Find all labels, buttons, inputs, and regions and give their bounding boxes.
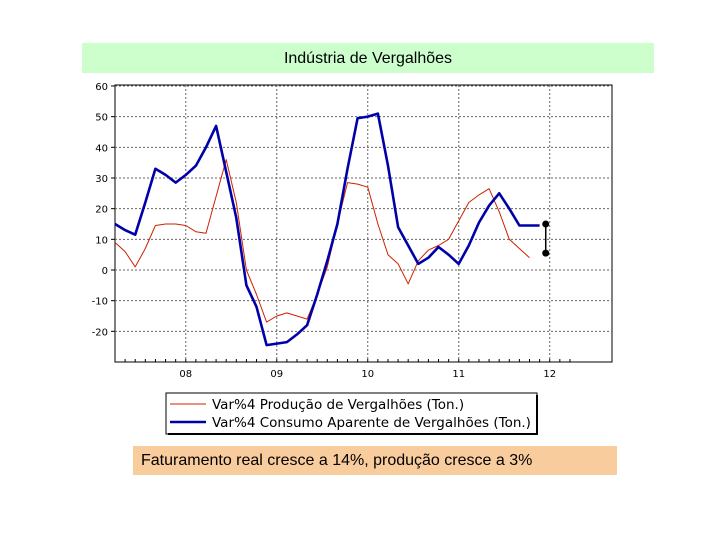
y-tick-label: 0 bbox=[101, 266, 108, 277]
caption: Faturamento real cresce a 14%, produção cresce a 3% bbox=[133, 446, 617, 475]
x-tick-label: 10 bbox=[361, 369, 375, 380]
plot-border bbox=[115, 85, 612, 362]
legend-label-1: Var%4 Produção de Vergalhões (Ton.) bbox=[212, 397, 465, 413]
y-tick-label: -20 bbox=[91, 327, 108, 339]
y-tick-label: 60 bbox=[95, 81, 108, 93]
x-tick-label: 12 bbox=[543, 369, 557, 380]
y-tick-label: 20 bbox=[95, 204, 108, 216]
plot-area bbox=[115, 85, 612, 362]
y-tick-label: 40 bbox=[95, 143, 108, 155]
y-tick-label: 10 bbox=[95, 235, 108, 247]
y-tick-label: 50 bbox=[95, 112, 108, 124]
legend-label-2: Var%4 Consumo Aparente de Vergalhões (Ton.) bbox=[212, 415, 531, 431]
bracket-dot-bottom bbox=[542, 250, 549, 257]
legend bbox=[166, 393, 538, 435]
chart-title: Indústria de Vergalhões bbox=[82, 43, 654, 73]
x-tick-label: 11 bbox=[452, 369, 466, 380]
y-axis-ticks bbox=[92, 82, 115, 338]
x-tick-label: 09 bbox=[270, 369, 284, 380]
y-tick-label: 30 bbox=[95, 173, 108, 185]
x-tick-label: 08 bbox=[179, 369, 193, 380]
bracket-dot-top bbox=[542, 220, 549, 227]
y-tick-label: -10 bbox=[91, 296, 108, 308]
